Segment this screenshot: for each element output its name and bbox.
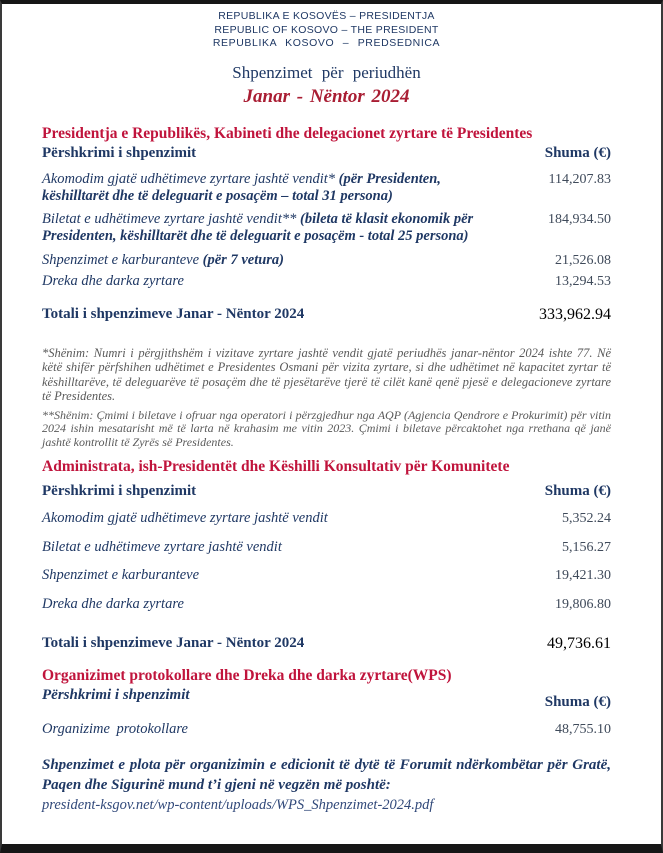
total-amount: 49,736.61 bbox=[547, 635, 611, 652]
column-header-amount: Shuma (€) bbox=[544, 483, 611, 499]
org-header bbox=[42, 10, 611, 51]
document-subtitle: Janar - Nëntor 2024 bbox=[243, 85, 410, 107]
section-presidency bbox=[42, 124, 611, 324]
org-line-english: REPUBLIC OF KOSOVO – THE PRESIDENT bbox=[214, 23, 439, 36]
column-header-description: Përshkrimi i shpenzimit bbox=[42, 144, 197, 161]
table-row bbox=[42, 721, 611, 739]
total-label: Totali i shpenzimeve Janar - Nëntor 2024 bbox=[42, 305, 305, 322]
table-header-row bbox=[42, 686, 611, 712]
table-row bbox=[42, 567, 611, 585]
table-row bbox=[42, 211, 611, 246]
org-line-albanian: REPUBLIKA E KOSOVËS – PRESIDENTJA bbox=[218, 10, 435, 22]
row-description: Organizime protokollare bbox=[42, 721, 188, 737]
table-row bbox=[42, 539, 611, 557]
row-description: Biletat e udhëtimeve zyrtare jashtë vendit bbox=[42, 538, 282, 555]
total-amount: 333,962.94 bbox=[539, 305, 611, 323]
section-heading: Organizimet protokollare dhe Dreka dhe darka zyrtare(WPS) bbox=[42, 667, 452, 684]
column-header-description: Përshkrimi i shpenzimit bbox=[42, 483, 197, 499]
total-label: Totali i shpenzimeve Janar - Nëntor 2024 bbox=[42, 635, 305, 651]
section-administration bbox=[42, 457, 611, 653]
section-protocol-events bbox=[42, 666, 611, 739]
org-line-serbian: REPUBLIKA KOSOVO – PREDSEDNICA bbox=[212, 37, 441, 49]
footnote-ticket-prices: **Shënim: Çmimi i biletave i ofruar nga operatori i përzgjedhur nga AQP (Agjencia Qendrore e Prokurimit) për vitin 2024 ishin mesatarisht më të larta në krahasim me vitin 2023. Çmimi i biletave përcaktohet nga rrethana që janë jashtë kontrollit të Zyrës së Presidentes. bbox=[42, 407, 611, 449]
row-description: Dreka dhe darka zyrtare bbox=[42, 595, 184, 612]
row-description: Akomodim gjatë udhëtimeve zyrtare jashtë vendit* (për Presidenten, këshilltarët dhe të deleguarit e posaçëm – total 31 persona) bbox=[42, 170, 441, 204]
row-amount: 21,526.08 bbox=[555, 252, 611, 268]
row-amount: 13,294.53 bbox=[555, 274, 611, 289]
row-amount: 19,421.30 bbox=[555, 568, 611, 583]
row-description: Shpenzimet e karburanteve bbox=[42, 567, 200, 583]
table-header-row bbox=[42, 482, 611, 501]
closing-paragraph: Shpenzimet e plota për organizimin e edicionit të dytë të Forumit ndërkombëtar për Gratë, Paqen dhe Sigurinë mund t’i gjeni në vegzën më poshtë: bbox=[42, 756, 611, 793]
table-row bbox=[42, 252, 611, 270]
wps-expenses-link[interactable]: president-ksgov.net/wp-content/uploads/WPS_Shpenzimet-2024.pdf bbox=[42, 796, 434, 813]
total-row bbox=[42, 305, 611, 324]
row-amount: 184,934.50 bbox=[548, 211, 611, 227]
table-row bbox=[42, 171, 611, 206]
section-heading: Administrata, ish-Presidentët dhe Këshilli Konsultativ për Komunitete bbox=[42, 458, 510, 475]
document-title: Shpenzimet për periudhën bbox=[232, 62, 421, 82]
section-heading: Presidentja e Republikës, Kabineti dhe delegacionet zyrtare të Presidentes bbox=[42, 124, 533, 142]
row-description: Biletat e udhëtimeve zyrtare jashtë vendit** (bileta të klasit ekonomik për Presidenten, këshilltarët dhe të deleguarit e posaçëm - total 25 persona) bbox=[42, 210, 474, 244]
table-row bbox=[42, 273, 611, 291]
row-amount: 48,755.10 bbox=[555, 722, 611, 737]
row-amount: 5,352.24 bbox=[562, 511, 611, 526]
column-header-amount: Shuma (€) bbox=[544, 144, 611, 161]
row-amount: 19,806.80 bbox=[555, 596, 611, 612]
footnote-travel-count: *Shënim: Numri i përgjithshëm i vizitave zyrtare jashtë vendit gjatë periudhës janar-nëntor 2024 ishte 77. Në këtë shifër përfshihen udhëtimet e Presidentes Osmani për vizita zyrtare, si dhe udhëtimet në kapacitet zyrtar të këshilltarëve, të deleguarëve të posaçëm dhe të pjesëtarëve tjerë të cilët kanë qenë pjesë e delegacioneve zyrtare të Presidentes. bbox=[42, 345, 611, 403]
row-description: Shpenzimet e karburanteve (për 7 vetura) bbox=[42, 251, 285, 268]
column-header-description: Përshkrimi i shpenzimit bbox=[42, 687, 190, 703]
column-header-amount: Shuma (€) bbox=[544, 694, 611, 710]
row-amount: 5,156.27 bbox=[562, 539, 611, 555]
row-description: Akomodim gjatë udhëtimeve zyrtare jashtë vendit bbox=[42, 510, 328, 526]
row-description: Dreka dhe darka zyrtare bbox=[42, 273, 184, 289]
table-row bbox=[42, 510, 611, 528]
total-row bbox=[42, 634, 611, 653]
table-row bbox=[42, 596, 611, 614]
row-amount: 114,207.83 bbox=[548, 171, 611, 187]
table-header-row bbox=[42, 144, 611, 163]
